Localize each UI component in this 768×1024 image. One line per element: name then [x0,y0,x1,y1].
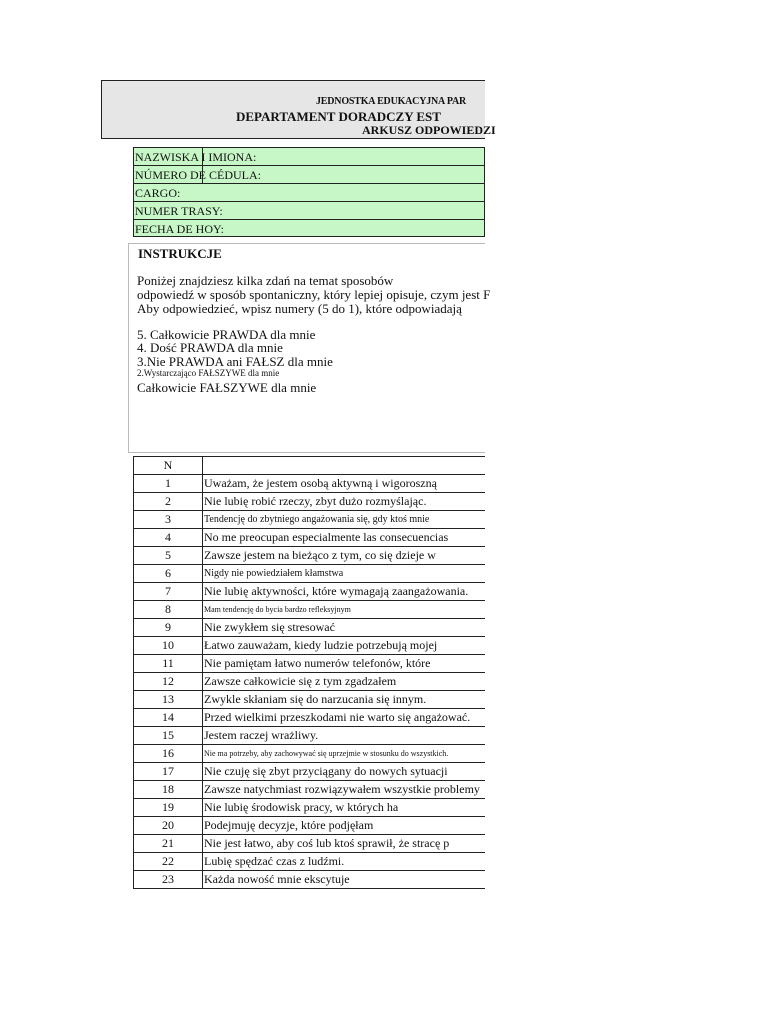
question-text: Nie ma potrzeby, aby zachowywać się uprzejmie w stosunku do wszystkich. [203,745,486,763]
table-row [134,799,486,817]
table-row [134,601,486,619]
question-number: 23 [134,871,203,889]
scale-item-4: 4. Dość PRAWDA dla mnie [137,340,283,355]
table-row [134,655,486,673]
question-number: 17 [134,763,203,781]
table-row [134,817,486,835]
header-statement [203,457,486,475]
field-id-number[interactable] [133,165,485,183]
question-number: 3 [134,511,203,529]
field-divider [202,148,203,165]
question-number: 2 [134,493,203,511]
table-row [134,691,486,709]
question-text: Mam tendencję do bycia bardzo refleksyjnym [203,601,486,619]
scale-item-3: 3.Nie PRAWDA ani FAŁSZ dla mnie [137,354,333,369]
question-text: No me preocupan especialmente las consecuencias [203,529,486,547]
table-row [134,871,486,889]
question-text: Zawsze jestem na bieżąco z tym, co się dzieje w [203,547,486,565]
question-text: Tendencję do zbytniego angażowania się, gdy ktoś mnie [203,511,486,529]
question-text: Nie lubię robić rzeczy, zbyt dużo rozmyślając. [203,493,486,511]
question-number: 20 [134,817,203,835]
question-text: Nie lubię aktywności, które wymagają zaangażowania. [203,583,486,601]
table-row [134,709,486,727]
question-number: 21 [134,835,203,853]
department-name: DEPARTAMENT DORADCZY EST [236,109,441,124]
scale-item-1: Całkowicie FAŁSZYWE dla mnie [137,380,317,395]
table-row [134,583,486,601]
table-row [134,781,486,799]
question-text: Zwykle skłaniam się do narzucania się innym. [203,691,486,709]
field-date[interactable] [133,219,485,237]
question-number: 22 [134,853,203,871]
table-row [134,763,486,781]
question-number: 10 [134,637,203,655]
table-header-row [134,457,486,475]
instructions-line-3: Aby odpowiedzieć, wpisz numery (5 do 1), które odpowiadają [137,301,462,316]
question-number: 9 [134,619,203,637]
field-position-label: CARGO: [135,186,181,200]
table-row [134,493,486,511]
question-text: Łatwo zauważam, kiedy ludzie potrzebują mojej [203,637,486,655]
table-row [134,511,486,529]
field-name[interactable] [133,147,485,165]
question-text: Nie czuję się zbyt przyciągany do nowych sytuacji [203,763,486,781]
scale-item-2: 2.Wystarczająco FAŁSZYWE dla mnie [137,368,280,378]
table-row [134,529,486,547]
instructions-line-1: Poniżej znajdziesz kilka zdań na temat sposobów [137,273,394,288]
question-text: Uważam, że jestem osobą aktywną i wigoroszną [203,475,486,493]
field-position[interactable] [133,183,485,201]
table-row [134,745,486,763]
table-row [134,853,486,871]
question-number: 4 [134,529,203,547]
header-number: N [134,457,203,475]
question-text: Nigdy nie powiedziałem kłamstwa [203,565,486,583]
field-route-number-label: NUMER TRASY: [135,204,223,218]
scale-item-5: 5. Całkowicie PRAWDA dla mnie [137,327,316,342]
question-number: 7 [134,583,203,601]
question-text: Nie pamiętam łatwo numerów telefonów, które [203,655,486,673]
question-number: 15 [134,727,203,745]
question-text: Nie zwykłem się stresować [203,619,486,637]
question-number: 12 [134,673,203,691]
question-text: Przed wielkimi przeszkodami nie warto się angażować. [203,709,486,727]
question-number: 19 [134,799,203,817]
table-row [134,637,486,655]
institution-name: JEDNOSTKA EDUKACYJNA PAR [316,96,467,107]
table-row [134,619,486,637]
question-text: Zawsze natychmiast rozwiązywałem wszystkie problemy [203,781,486,799]
table-row [134,565,486,583]
question-number: 16 [134,745,203,763]
table-row [134,475,486,493]
table-row [134,727,486,745]
instructions-line-2: odpowiedź w sposób spontaniczny, który lepiej opisuje, czym jest F [137,287,491,302]
question-number: 1 [134,475,203,493]
question-text: Nie lubię środowisk pracy, w których ha [203,799,486,817]
table-row [134,673,486,691]
questions-table [133,456,485,889]
field-id-number-label: NÚMERO DE CÉDULA: [135,168,261,182]
field-divider [202,166,203,183]
question-text: Każda nowość mnie ekscytuje [203,871,486,889]
field-name-label: NAZWISKA I IMIONA: [135,150,257,164]
instructions-title: INSTRUKCJE [138,246,222,261]
question-text: Jestem raczej wrażliwy. [203,727,486,745]
question-text: Nie jest łatwo, aby coś lub ktoś sprawił, że stracę p [203,835,486,853]
question-number: 5 [134,547,203,565]
field-route-number[interactable] [133,201,485,219]
table-row [134,547,486,565]
question-number: 14 [134,709,203,727]
question-number: 13 [134,691,203,709]
question-number: 8 [134,601,203,619]
sheet-title: ARKUSZ ODPOWIEDZI [362,123,496,137]
table-row [134,835,486,853]
question-number: 11 [134,655,203,673]
question-text: Podejmuję decyzje, które podjęłam [203,817,486,835]
personal-data-fields [133,147,485,237]
question-text: Lubię spędzać czas z ludźmi. [203,853,486,871]
question-text: Zawsze całkowicie się z tym zgadzałem [203,673,486,691]
question-number: 6 [134,565,203,583]
field-date-label: FECHA DE HOY: [135,222,224,236]
question-number: 18 [134,781,203,799]
